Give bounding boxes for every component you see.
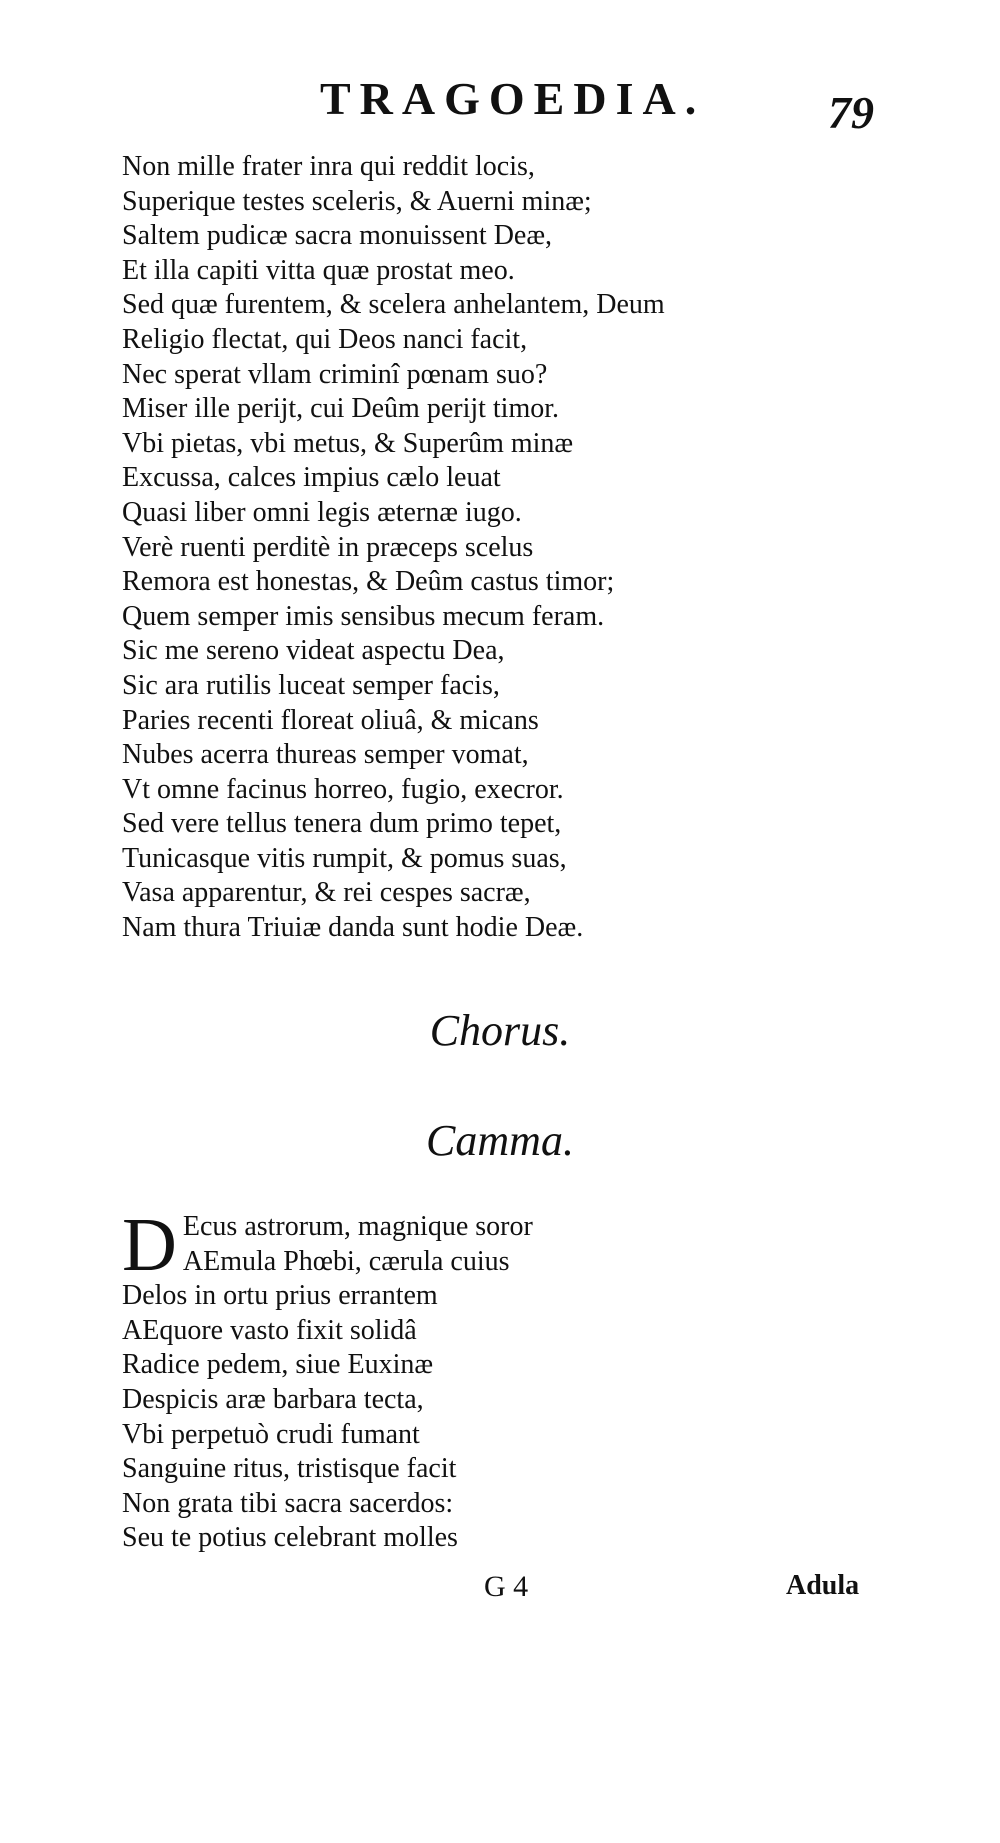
- verse-line: Miser ille perijt, cui Deûm perijt timor.: [122, 393, 560, 425]
- ode-line: AEmula Phœbi, cærula cuius: [182, 1245, 510, 1277]
- verse-line: Quem semper imis sensibus mecum feram.: [122, 600, 605, 632]
- verse-line: Nec sperat vllam criminî pœnam suo?: [122, 358, 548, 390]
- ode-line: Despicis aræ barbara tecta,: [122, 1383, 424, 1415]
- verse-line: Vasa apparentur, & rei cespes sacræ,: [122, 877, 531, 909]
- speaker-heading: Camma.: [426, 1116, 574, 1165]
- verse-line: Tunicasque vitis rumpit, & pomus suas,: [122, 842, 567, 874]
- ode-line: Vbi perpetuò crudi fumant: [122, 1418, 420, 1450]
- verse-line: Verè ruenti perditè in præceps scelus: [122, 531, 534, 563]
- ode-block: [122, 1203, 762, 1556]
- verse-line: Sed vere tellus tenera dum primo tepet,: [122, 808, 562, 840]
- ode-line: Seu te potius celebrant molles: [122, 1522, 458, 1554]
- catchword: Adula: [786, 1570, 860, 1601]
- verse-line: Vt omne facinus horreo, fugio, execror.: [122, 773, 564, 805]
- verse-block: [122, 150, 882, 946]
- ode-first-line: Ecus astrorum, magnique soror: [182, 1211, 533, 1242]
- page-number: 79: [828, 87, 874, 138]
- verse-line: Superique testes sceleris, & Auerni minæ;: [122, 185, 592, 217]
- verse-line: Saltem pudicæ sacra monuissent Deæ,: [122, 220, 553, 252]
- chorus-heading: Chorus.: [429, 1006, 571, 1055]
- verse-line: Excussa, calces impius cælo leuat: [122, 462, 501, 494]
- verse-line: Vbi pietas, vbi metus, & Superûm minæ: [122, 427, 574, 459]
- ode-line: AEquore vasto fixit solidâ: [122, 1314, 417, 1346]
- ode-line: Radice pedem, siue Euxinæ: [122, 1349, 434, 1381]
- verse-line: Nubes acerra thureas semper vomat,: [122, 739, 529, 771]
- verse-line: Et illa capiti vitta quæ prostat meo.: [122, 254, 515, 286]
- signature-mark: G 4: [484, 1570, 529, 1603]
- verse-line: Non mille frater inra qui reddit locis,: [122, 151, 535, 182]
- verse-line: Remora est honestas, & Deûm castus timor;: [122, 566, 615, 598]
- ode-line: Non grata tibi sacra sacerdos:: [122, 1487, 454, 1519]
- verse-line: Sed quæ furentem, & scelera anhelantem, Deum: [122, 289, 665, 321]
- verse-line: Religio flectat, qui Deos nanci facit,: [122, 323, 528, 355]
- ode-line: Sanguine ritus, tristisque facit: [122, 1453, 457, 1485]
- verse-line: Quasi liber omni legis æternæ iugo.: [122, 496, 522, 528]
- ode-line: Delos in ortu prius errantem: [122, 1280, 438, 1312]
- verse-line: Paries recenti floreat oliuâ, & micans: [122, 704, 539, 736]
- running-head-title: TRAGOEDIA.: [320, 73, 706, 124]
- verse-line: Sic me sereno videat aspectu Dea,: [122, 635, 505, 667]
- verse-line: Sic ara rutilis luceat semper facis,: [122, 669, 500, 701]
- drop-cap: D: [122, 1203, 177, 1287]
- verse-line: Nam thura Triuiæ danda sunt hodie Deæ.: [122, 912, 584, 944]
